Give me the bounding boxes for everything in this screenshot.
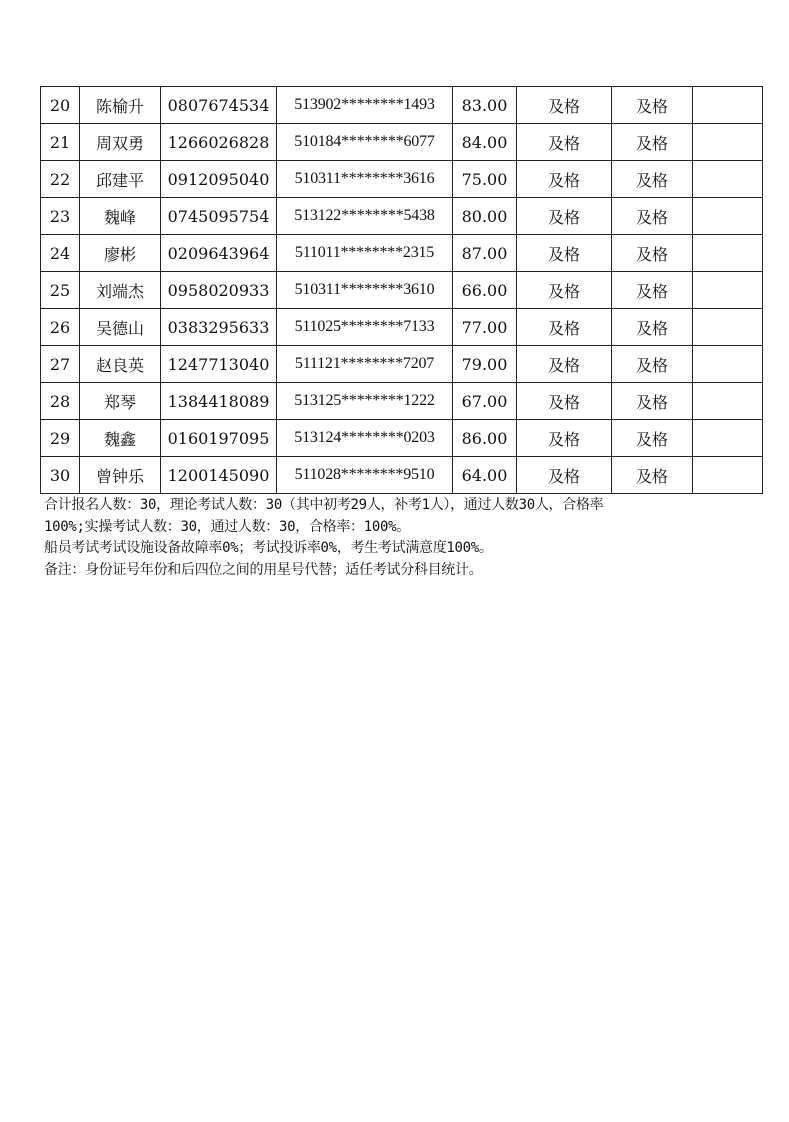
row-number-cell: 29 <box>41 420 80 457</box>
id-number-cell: 511025********7133 <box>277 309 453 346</box>
theory-result-cell: 及格 <box>517 272 612 309</box>
results-table <box>40 86 763 494</box>
score-cell: 84.00 <box>453 124 517 161</box>
id-number-cell: 510311********3616 <box>277 161 453 198</box>
practical-result-cell: 及格 <box>612 309 693 346</box>
candidate-name-cell: 邱建平 <box>80 161 161 198</box>
exam-number-cell: 0383295633 <box>161 309 277 346</box>
remark-cell <box>693 272 763 309</box>
practical-result-cell: 及格 <box>612 420 693 457</box>
exam-number-cell: 0958020933 <box>161 272 277 309</box>
table-row <box>41 272 763 309</box>
summary-line-3: 船员考试考试设施设备故障率0%；考试投诉率0%，考生考试满意度100%。 <box>44 540 493 556</box>
candidate-name-cell: 廖彬 <box>80 235 161 272</box>
theory-result-cell: 及格 <box>517 198 612 235</box>
exam-number-cell: 0160197095 <box>161 420 277 457</box>
practical-result-cell: 及格 <box>612 87 693 124</box>
score-cell: 66.00 <box>453 272 517 309</box>
candidate-name-cell: 吴德山 <box>80 309 161 346</box>
exam-number-cell: 0745095754 <box>161 198 277 235</box>
row-number-cell: 20 <box>41 87 80 124</box>
id-number-cell: 510184********6077 <box>277 124 453 161</box>
remark-cell <box>693 235 763 272</box>
candidate-name-cell: 周双勇 <box>80 124 161 161</box>
id-number-cell: 511011********2315 <box>277 235 453 272</box>
table-row <box>41 198 763 235</box>
summary-line-2: 100%;实操考试人数：30，通过人数：30，合格率：100%。 <box>44 518 410 535</box>
table-row <box>41 420 763 457</box>
score-cell: 80.00 <box>453 198 517 235</box>
practical-result-cell: 及格 <box>612 346 693 383</box>
table-row <box>41 87 763 124</box>
row-number-cell: 27 <box>41 346 80 383</box>
theory-result-cell: 及格 <box>517 420 612 457</box>
id-number-cell: 511121********7207 <box>277 346 453 383</box>
theory-result-cell: 及格 <box>517 87 612 124</box>
id-number-cell: 513122********5438 <box>277 198 453 235</box>
exam-number-cell: 1384418089 <box>161 383 277 420</box>
theory-result-cell: 及格 <box>517 457 612 494</box>
id-number-cell: 513124********0203 <box>277 420 453 457</box>
table-row <box>41 457 763 494</box>
practical-result-cell: 及格 <box>612 161 693 198</box>
practical-result-cell: 及格 <box>612 198 693 235</box>
candidate-name-cell: 郑琴 <box>80 383 161 420</box>
row-number-cell: 21 <box>41 124 80 161</box>
row-number-cell: 24 <box>41 235 80 272</box>
remark-cell <box>693 309 763 346</box>
exam-number-cell: 1266026828 <box>161 124 277 161</box>
exam-number-cell: 0209643964 <box>161 235 277 272</box>
theory-result-cell: 及格 <box>517 346 612 383</box>
practical-result-cell: 及格 <box>612 272 693 309</box>
candidate-name-cell: 陈榆升 <box>80 87 161 124</box>
summary-line-1: 合计报名人数：30，理论考试人数：30（其中初考29人，补考1人），通过人数30人，合格率 <box>44 497 604 513</box>
table-body <box>41 87 763 494</box>
candidate-name-cell: 曾钟乐 <box>80 457 161 494</box>
exam-number-cell: 1200145090 <box>161 457 277 494</box>
score-cell: 86.00 <box>453 420 517 457</box>
table-row <box>41 235 763 272</box>
table-row <box>41 346 763 383</box>
table-row <box>41 124 763 161</box>
remark-cell <box>693 346 763 383</box>
id-number-cell: 510311********3610 <box>277 272 453 309</box>
row-number-cell: 28 <box>41 383 80 420</box>
theory-result-cell: 及格 <box>517 124 612 161</box>
remark-cell <box>693 420 763 457</box>
id-number-cell: 513125********1222 <box>277 383 453 420</box>
theory-result-cell: 及格 <box>517 235 612 272</box>
exam-number-cell: 0912095040 <box>161 161 277 198</box>
candidate-name-cell: 魏峰 <box>80 198 161 235</box>
row-number-cell: 22 <box>41 161 80 198</box>
theory-result-cell: 及格 <box>517 161 612 198</box>
practical-result-cell: 及格 <box>612 457 693 494</box>
row-number-cell: 30 <box>41 457 80 494</box>
remark-cell <box>693 124 763 161</box>
candidate-name-cell: 刘端杰 <box>80 272 161 309</box>
score-cell: 77.00 <box>453 309 517 346</box>
exam-number-cell: 1247713040 <box>161 346 277 383</box>
table-row <box>41 309 763 346</box>
remark-cell <box>693 457 763 494</box>
id-number-cell: 513902********1493 <box>277 87 453 124</box>
score-cell: 75.00 <box>453 161 517 198</box>
summary-line-4: 备注：身份证号年份和后四位之间的用星号代替；适任考试分科目统计。 <box>44 561 483 578</box>
score-cell: 83.00 <box>453 87 517 124</box>
exam-number-cell: 0807674534 <box>161 87 277 124</box>
practical-result-cell: 及格 <box>612 235 693 272</box>
theory-result-cell: 及格 <box>517 383 612 420</box>
score-cell: 87.00 <box>453 235 517 272</box>
row-number-cell: 26 <box>41 309 80 346</box>
row-number-cell: 25 <box>41 272 80 309</box>
candidate-name-cell: 魏鑫 <box>80 420 161 457</box>
row-number-cell: 23 <box>41 198 80 235</box>
score-cell: 79.00 <box>453 346 517 383</box>
theory-result-cell: 及格 <box>517 309 612 346</box>
practical-result-cell: 及格 <box>612 124 693 161</box>
practical-result-cell: 及格 <box>612 383 693 420</box>
candidate-name-cell: 赵良英 <box>80 346 161 383</box>
score-cell: 67.00 <box>453 383 517 420</box>
remark-cell <box>693 383 763 420</box>
id-number-cell: 511028********9510 <box>277 457 453 494</box>
remark-cell <box>693 87 763 124</box>
table-row <box>41 383 763 420</box>
remark-cell <box>693 161 763 198</box>
table-row <box>41 161 763 198</box>
score-cell: 64.00 <box>453 457 517 494</box>
remark-cell <box>693 198 763 235</box>
summary-notes <box>44 495 784 581</box>
